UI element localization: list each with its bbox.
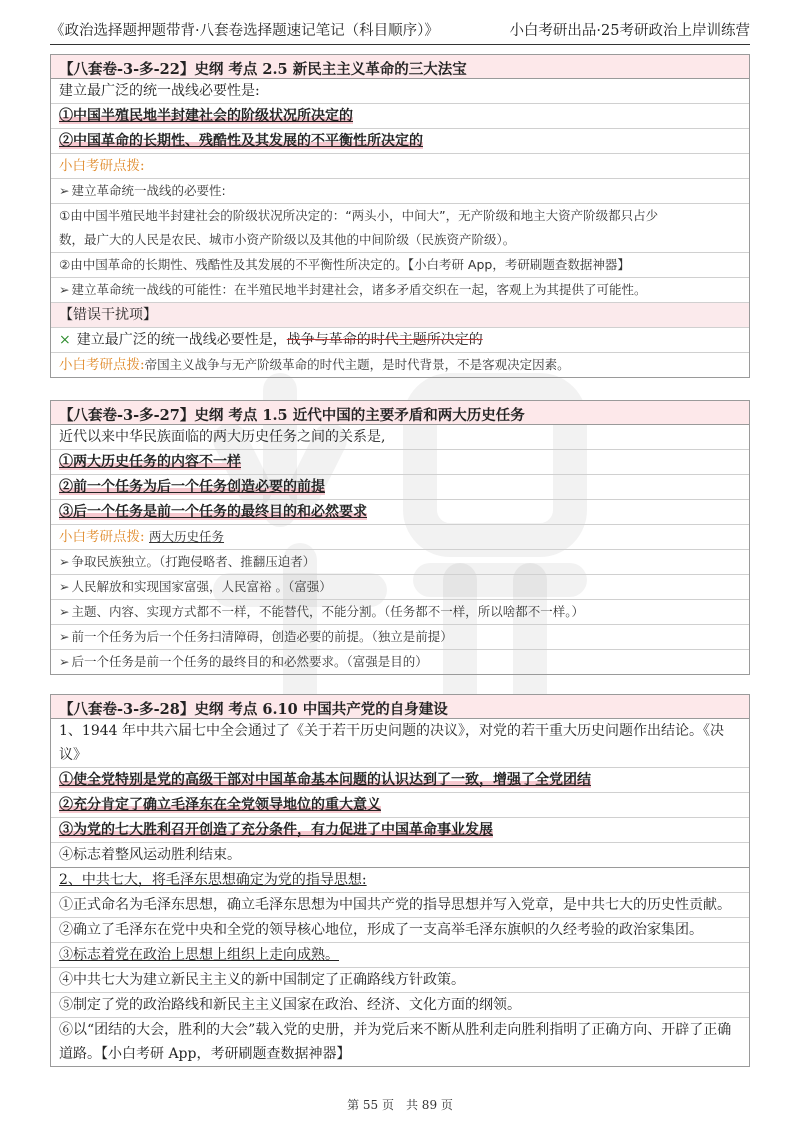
answer-option: ④标志着整风运动胜利结束。 [51,843,749,868]
arrow-icon: ➢ [59,282,70,297]
arrow-icon: ➢ [59,579,70,594]
point-line: ⑤制定了党的政治路线和新民主主义国家在政治、经济、文化方面的纲领。 [51,993,749,1018]
tip-line: ①由中国半殖民地半封建社会的阶级状况所决定的：“两头小，中间大”，无产阶级和地主大资产阶级都只占少 数，最广大的人民是农民、城市小资产阶级以及其他的中间阶级（民族资产阶级）。 [51,204,749,253]
question-stem: 近代以来中华民族面临的两大历史任务之间的关系是, [51,425,749,450]
question-stem: 2、中共七大，将毛泽东思想确定为党的指导思想: [51,868,749,893]
tip-line: ➢ 后一个任务是前一个任务的最终目的和必然要求。（富强是目的） [59,654,428,669]
tip-line: 小白考研点拨:帝国主义战争与无产阶级革命的时代主题，是时代背景，不是客观决定因素。 [59,357,570,373]
tip-line: ②由中国革命的长期性、残酷性及其发展的不平衡性所决定的。【小白考研 App，考研刷题查数据神器】 [51,253,749,278]
tip-line: ➢ 前一个任务为后一个任务扫清障碍，创造必要的前提。（独立是前提） [51,625,749,650]
page-number: 第 55 页 共 89 页 [347,1098,453,1112]
answer-option: ②前一个任务为后一个任务创造必要的前提 [51,475,749,500]
question-card-3 [50,694,750,1067]
tip-line: ➢ 建立革命统一战线的可能性：在半殖民地半封建社会，诸多矛盾交织在一起，客观上为其提供了可能性。 [51,278,749,303]
tip-label: 小白考研点拨: [51,154,749,179]
card-title: 【八套卷-3-多-22】史纲 考点 2.5 新民主主义革命的三大法宝 [51,55,749,79]
point-line: ③标志着党在政治上思想上组织上走向成熟。 [51,943,749,968]
header-left: 《政治选择题押题带背·八套卷选择题速记笔记（科目顺序）》 [50,23,439,39]
answer-option: ②充分肯定了确立毛泽东在全党领导地位的重大意义 [51,793,749,818]
page-header [50,14,750,45]
card-title: 【八套卷-3-多-28】史纲 考点 6.10 中国共产党的自身建设 [51,695,749,719]
question-card-1 [50,54,750,378]
arrow-icon: ➢ [59,654,70,669]
answer-option: ①两大历史任务的内容不一样 [51,450,749,475]
point-line: ⑥以“团结的大会，胜利的大会”载入党的史册，并为党后来不断从胜利走向胜利指明了正确方向、开辟了正确 道路。【小白考研 App，考研刷题查数据神器】 [59,1022,732,1062]
card-title: 【八套卷-3-多-27】史纲 考点 1.5 近代中国的主要矛盾和两大历史任务 [51,401,749,425]
tip-line: ➢ 人民解放和实现国家富强，人民富裕 。（富强） [51,575,749,600]
question-stem: 建立最广泛的统一战线必要性是: [51,79,749,104]
arrow-icon: ➢ [59,554,70,569]
question-stem: 1、1944 年中共六届七中全会通过了《关于若干历史问题的决议》，对党的若干重大历史问题作出结论。《决议》 [51,719,749,768]
tip-label: 小白考研点拨: 两大历史任务 [51,525,749,550]
answer-option: ①使全党特别是党的高级干部对中国革命基本问题的认识达到了一致，增强了全党团结 [51,768,749,793]
question-card-2 [50,400,750,675]
cross-icon: × [59,332,71,348]
point-line: ①正式命名为毛泽东思想，确立毛泽东思想为中国共产党的指导思想并写入党章，是中共七大的历史性贡献。 [51,893,749,918]
answer-option: ①中国半殖民地半封建社会的阶级状况所决定的 [51,104,749,129]
wrong-option-heading: 【错误干扰项】 [51,303,749,328]
tip-line: ➢ 争取民族独立。（打跑侵略者、推翻压迫者） [51,550,749,575]
answer-option: ②中国革命的长期性、残酷性及其发展的不平衡性所决定的 [51,129,749,154]
wrong-option: × 建立最广泛的统一战线必要性是，战争与革命的时代主题所决定的 [51,328,749,353]
tip-line: ➢ 建立革命统一战线的必要性: [51,179,749,204]
header-right: 小白考研出品·25考研政治上岸训练营 [509,23,750,39]
tip-line: ➢ 主题、内容、实现方式都不一样，不能替代，不能分割。（任务都不一样，所以啥都不一样。） [51,600,749,625]
answer-option: ③后一个任务是前一个任务的最终目的和必然要求 [51,500,749,525]
point-line: ④中共七大为建立新民主主义的新中国制定了正确路线方针政策。 [51,968,749,993]
arrow-icon: ➢ [59,604,70,619]
point-line: ②确立了毛泽东在党中央和全党的领导核心地位，形成了一支高举毛泽东旗帜的久经考验的政治家集团。 [51,918,749,943]
answer-option: ③为党的七大胜利召开创造了充分条件，有力促进了中国革命事业发展 [51,818,749,843]
arrow-icon: ➢ [59,183,70,198]
arrow-icon: ➢ [59,629,70,644]
